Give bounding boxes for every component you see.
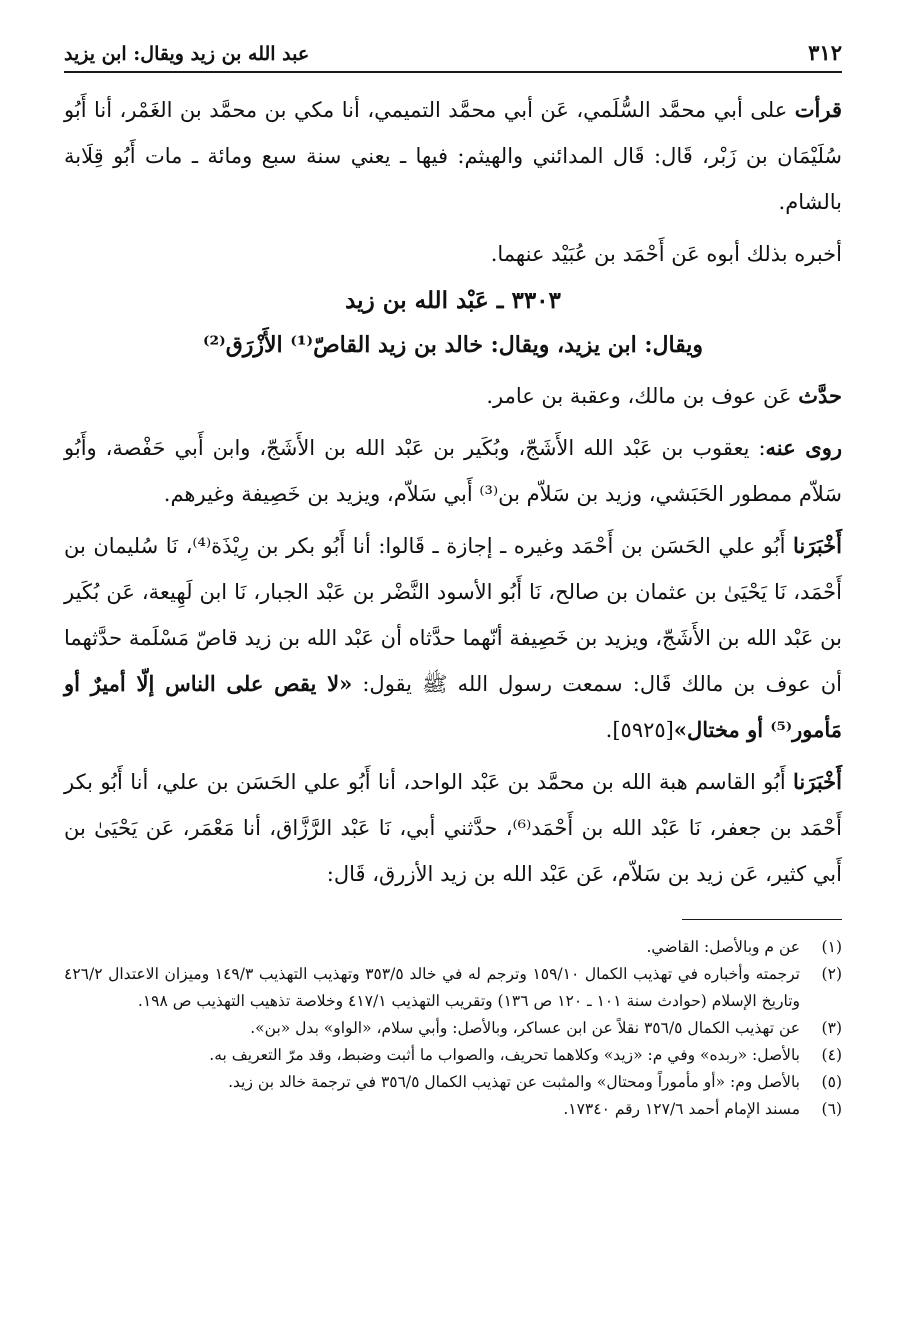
paragraph-lead: روى عنه: [765, 435, 843, 460]
footnote-number: (٥): [821, 1073, 842, 1091]
footnote-text: عن م وبالأصل: القاضي.: [646, 938, 800, 956]
paragraph-lead: أَخْبَرَنا: [793, 769, 842, 794]
footnote-item: [64, 961, 842, 1015]
running-title: عبد الله بن زيد ويقال: ابن يزيد: [64, 43, 310, 65]
footnote-text: بالأصل: «ربده» وفي م: «زيد» وكلاهما تحريف، والصواب ما أثبت وضبط، وقد مرّ التعريف به.: [209, 1046, 800, 1064]
footnote-text: بالأصل وم: «أو مأموراً ومحتال» والمثبت عن تهذيب الكمال ٣٥٦/٥ في ترجمة خالد بن زيد.: [228, 1073, 800, 1091]
paragraph-isnad-2: [64, 759, 842, 897]
entry-subtitle: ويقال: ابن يزيد، ويقال: خالد بن زيد القاصّ⁽¹⁾ الأَزْرَق⁽²⁾: [202, 332, 704, 358]
paragraph-text: أخبره بذلك أبوه عَن أَحْمَد بن عُبَيْد عنهما.: [490, 242, 842, 266]
footnote-item: [64, 1042, 842, 1069]
footnote-text: مسند الإمام أحمد ١٢٧/٦ رقم ١٧٣٤٠.: [563, 1100, 800, 1118]
footnote-divider: [682, 919, 842, 920]
hadith-reference: [٥٩٢٥]: [612, 718, 674, 742]
paragraph-rawa-anhu: [64, 425, 842, 517]
paragraph-text: : يعقوب بن عَبْد الله الأَشَجّ، وبُكَير بن عَبْد الله بن الأَشَجّ، وابن أَبي حَفْصة، وأَبُو سَلاّم ممطور الحَبَشي، وزيد بن سَلاّم بن⁽³⁾ أَبي سَلاّم، ويزيد بن خَصِيفة وغيرهم.: [64, 436, 842, 506]
paragraph-isnad-1: أَخْبَرَنا أَبُو علي الحَسَن بن أَحْمَد وغيره ـ إجازة ـ قَالوا: أنا أَبُو بكر بن رِيْذَة⁽⁴⁾، نَا سُليمان بن أَحْمَد، نَا يَحْيَىٰ بن عثمان بن صالح، نَا أَبُو الأسود النَّضْر بن عَبْد الجبار، نَا ابن لَهِيعة، عَن بُكَير بن عَبْد الله بن الأَشَجّ، ويزيد بن خَصِيفة أنّهما حدَّثاه أن عَبْد الله بن زيد قاصّ مَسْلَمة حدَّثهما أن عوف بن مالك قَال: سمعت رسول الله ﷺ يقول: «لا يقص على الناس إلّا أميرٌ أو مَأمور⁽⁵⁾ أو مختال»[٥٩٢٥].: [64, 533, 843, 742]
paragraph-qaraat: [64, 87, 842, 225]
entry-title: ٣٣٠٣ ـ عَبْد الله بن زيد: [345, 287, 561, 314]
footnote-item: [64, 1069, 842, 1096]
footnote-number: (٤): [821, 1046, 842, 1064]
footnote-number: (٢): [821, 965, 842, 983]
paragraph-text: على أبي محمَّد السُّلَمي، عَن أبي محمَّد التميمي، أنا مكي بن محمَّد بن الغَمْر، أنا أَبُو سُلَيْمَان بن زَبْر، قَال: قَال المدائني والهيثم: فيها ـ يعني سنة سبع ومائة ـ مات أَبُو قِلَابة بالشام.: [64, 98, 842, 214]
footnote-number: (٦): [821, 1100, 842, 1118]
footnote-item: [64, 934, 842, 961]
main-text: [64, 87, 842, 897]
footnote-text: ترجمته وأخباره في تهذيب الكمال ١٥٩/١٠ وترجم له في خالد ٣٥٣/٥ وتهذيب التهذيب ١٤٩/٣ وميزان الاعتدال ٤٢٦/٢ وتاريخ الإسلام (حوادث سنة ١٠١ ـ ١٢٠ ص ١٣٦) وتقريب التهذيب ٤١٧/١ وخلاصة تذهيب التهذيب ص ١٩٨.: [64, 965, 800, 1010]
paragraph-akhbarahu: [64, 231, 842, 277]
page-number: ٣١٢: [808, 40, 842, 65]
running-header: [64, 40, 842, 73]
paragraph-lead: أَخْبَرَنا: [793, 533, 842, 558]
paragraph-text: أَبُو القاسم هبة الله بن محمَّد بن عَبْد الواحد، أنا أَبُو علي الحَسَن بن علي، أنا أَبُو بكر أَحْمَد بن جعفر، نَا عَبْد الله بن أَحْمَد⁽⁶⁾، حدَّثني أبي، نَا عَبْد الرَّزَّاق، أنا مَعْمَر، عَن يَحْيَىٰ بن أَبي كثير، عَن زيد بن سَلاّم، عَن عَبْد الله بن زيد الأزرق، قَال:: [64, 770, 842, 886]
footnotes: [64, 934, 842, 1123]
hadith-quote: «لا يقص على الناس إلّا أميرٌ أو مَأمور⁽⁵⁾ أو مختال»: [64, 671, 842, 742]
footnote-item: [64, 1096, 842, 1123]
footnote-item: [64, 1015, 842, 1042]
footnote-text: عن تهذيب الكمال ٣٥٦/٥ نقلاً عن ابن عساكر، وبالأصل: وأبي سلام، «الواو» بدل «بن».: [250, 1019, 800, 1037]
paragraph-lead: قرأت: [794, 97, 842, 122]
paragraph-lead: حدَّث: [798, 383, 842, 408]
paragraph-haddatha: [64, 373, 842, 419]
footnote-number: (١): [821, 938, 842, 956]
paragraph-text: عَن عوف بن مالك، وعقبة بن عامر.: [486, 384, 799, 408]
paragraph-text: أَبُو علي الحَسَن بن أَحْمَد وغيره ـ إجازة ـ قَالوا: أنا أَبُو بكر بن رِيْذَة⁽⁴⁾، نَا سُليمان بن أَحْمَد، نَا يَحْيَىٰ بن عثمان بن صالح، نَا أَبُو الأسود النَّضْر بن عَبْد الجبار، نَا ابن لَهِيعة، عَن بُكَير بن عَبْد الله بن الأَشَجّ، ويزيد بن خَصِيفة أنّهما حدَّثاه أن عَبْد الله بن زيد قاصّ مَسْلَمة حدَّثهما أن عوف بن مالك قَال: سمعت رسول الله ﷺ يقول:: [64, 534, 843, 696]
page: [64, 40, 842, 1296]
footnote-number: (٣): [821, 1019, 842, 1037]
